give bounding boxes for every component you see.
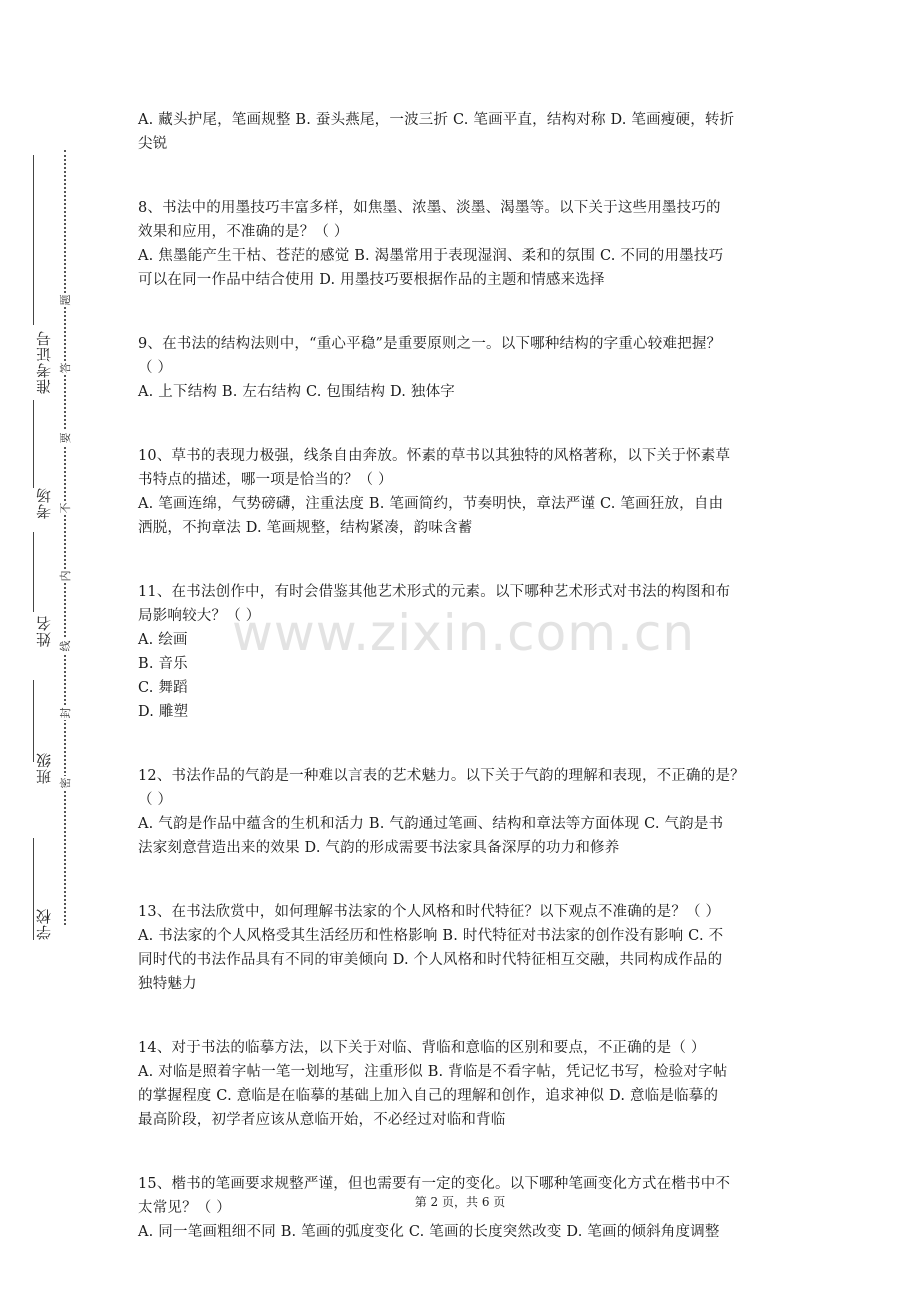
question-stem: 效果和应用，不准确的是？（ ） xyxy=(138,224,349,240)
page-number: 第 2 页，共 6 页 xyxy=(414,1195,506,1209)
seal-char: 题 xyxy=(59,294,72,306)
question-options: A. 笔画连绵，气势磅礴，注重法度 B. 笔画简约，节奏明快，章法严谨 C. 笔画狂放，自由 xyxy=(138,496,724,512)
question-options: 的掌握程度 C. 意临是在临摹的基础上加入自己的理解和创作，追求神似 D. 意临是临摹的 xyxy=(138,1088,719,1104)
question-options: A. 对临是照着字帖一笔一划地写，注重形似 B. 背临是不看字帖，凭记忆书写，检验对字帖 xyxy=(138,1064,728,1080)
question-12 xyxy=(138,764,788,860)
option-c: C. 舞蹈 xyxy=(138,680,188,696)
question-11 xyxy=(138,580,788,724)
question-stem: 15、楷书的笔画要求规整严谨，但也需要有一定的变化。以下哪种笔画变化方式在楷书中不 xyxy=(138,1176,731,1192)
question-stem: （ ） xyxy=(138,360,173,376)
option-a: A. 绘画 xyxy=(138,632,188,648)
name-field-line xyxy=(33,532,34,612)
seal-char: 封 xyxy=(59,707,72,719)
question-stem: 局影响较大？（ ） xyxy=(138,608,261,624)
question-8 xyxy=(138,196,788,292)
question-10 xyxy=(138,444,788,540)
text-line: A. 藏头护尾，笔画规整 B. 蚕头燕尾，一波三折 C. 笔画平直，结构对称 D. 笔画瘦硬，转折 xyxy=(138,112,735,128)
question-stem: （ ） xyxy=(138,792,173,808)
seal-char: 内 xyxy=(59,570,72,582)
question-options: 最高阶段，初学者应该从意临开始，不必经过对临和背临 xyxy=(138,1112,506,1128)
watermark: www.zixin.com.cn xyxy=(232,604,696,662)
question-14 xyxy=(138,1036,788,1132)
class-label: 班级 xyxy=(35,752,53,784)
exam-room-label: 考场 xyxy=(35,487,53,519)
admission-number-field-line xyxy=(33,155,34,325)
question-stem: 8、书法中的用墨技巧丰富多样，如焦墨、浓墨、淡墨、渴墨等。以下关于这些用墨技巧的 xyxy=(138,200,721,216)
question-stem: 9、在书法的结构法则中，“重心平稳”是重要原则之一。以下哪种结构的字重心较难把握？ xyxy=(138,336,722,352)
question-options: 可以在同一作品中结合使用 D. 用墨技巧要根据作品的主题和情感来选择 xyxy=(138,272,605,288)
question-7-options xyxy=(138,108,788,156)
question-13 xyxy=(138,900,788,996)
question-options: A. 气韵是作品中蕴含的生机和活力 B. 气韵通过笔画、结构和章法等方面体现 C. 气韵是书 xyxy=(138,816,724,832)
question-options: 独特魅力 xyxy=(138,976,197,992)
question-options: A. 同一笔画粗细不同 B. 笔画的弧度变化 C. 笔画的长度突然改变 D. 笔画的倾斜角度调整 xyxy=(138,1224,720,1240)
question-stem: 12、书法作品的气韵是一种难以言表的艺术魅力。以下关于气韵的理解和表现，不正确的是？ xyxy=(138,768,745,784)
name-label: 姓名 xyxy=(35,615,53,647)
seal-char: 答 xyxy=(59,362,72,374)
question-options: A. 上下结构 B. 左右结构 C. 包围结构 D. 独体字 xyxy=(138,384,456,400)
question-stem: 13、在书法欣赏中，如何理解书法家的个人风格和时代特征？以下观点不准确的是？（ ） xyxy=(138,904,721,920)
exam-room-field-line xyxy=(33,400,34,488)
binding-margin xyxy=(0,0,90,1302)
question-stem: 书特点的描述，哪一项是恰当的？（ ） xyxy=(138,472,393,488)
seal-char: 密 xyxy=(59,777,72,789)
question-options: 同时代的书法作品具有不同的审美倾向 D. 个人风格和时代特征相互交融，共同构成作品的 xyxy=(138,952,723,968)
question-stem: 11、在书法创作中，有时会借鉴其他艺术形式的元素。以下哪种艺术形式对书法的构图和布 xyxy=(138,584,731,600)
question-options: A. 书法家的个人风格受其生活经历和性格影响 B. 时代特征对书法家的创作没有影响 C. 不 xyxy=(138,928,724,944)
seal-char: 线 xyxy=(59,640,72,652)
question-stem: 14、对于书法的临摹方法，以下关于对临、背临和意临的区别和要点，不正确的是（ ） xyxy=(138,1040,706,1056)
question-options: A. 焦墨能产生干枯、苍茫的感觉 B. 渴墨常用于表现湿润、柔和的氛围 C. 不同的用墨技巧 xyxy=(138,248,724,264)
seal-char: 要 xyxy=(59,432,72,444)
seal-line xyxy=(64,150,66,925)
question-list xyxy=(138,108,788,1264)
question-9 xyxy=(138,332,788,404)
option-b: B. 音乐 xyxy=(138,656,188,672)
school-label: 学校 xyxy=(35,908,53,940)
question-options: 洒脱，不拘章法 D. 笔画规整，结构紧凑，韵味含蓄 xyxy=(138,520,473,536)
admission-number-label: 准考证号 xyxy=(35,330,53,394)
class-field-line xyxy=(33,680,34,762)
seal-char: 不 xyxy=(59,502,72,514)
text-line: 尖锐 xyxy=(138,136,168,152)
question-stem: 太常见？（ ） xyxy=(138,1200,232,1216)
option-d: D. 雕塑 xyxy=(138,704,189,720)
question-stem: 10、草书的表现力极强，线条自由奔放。怀素的草书以其独特的风格著称，以下关于怀素草 xyxy=(138,448,731,464)
question-options: 法家刻意营造出来的效果 D. 气韵的形成需要书法家具备深厚的功力和修养 xyxy=(138,840,620,856)
